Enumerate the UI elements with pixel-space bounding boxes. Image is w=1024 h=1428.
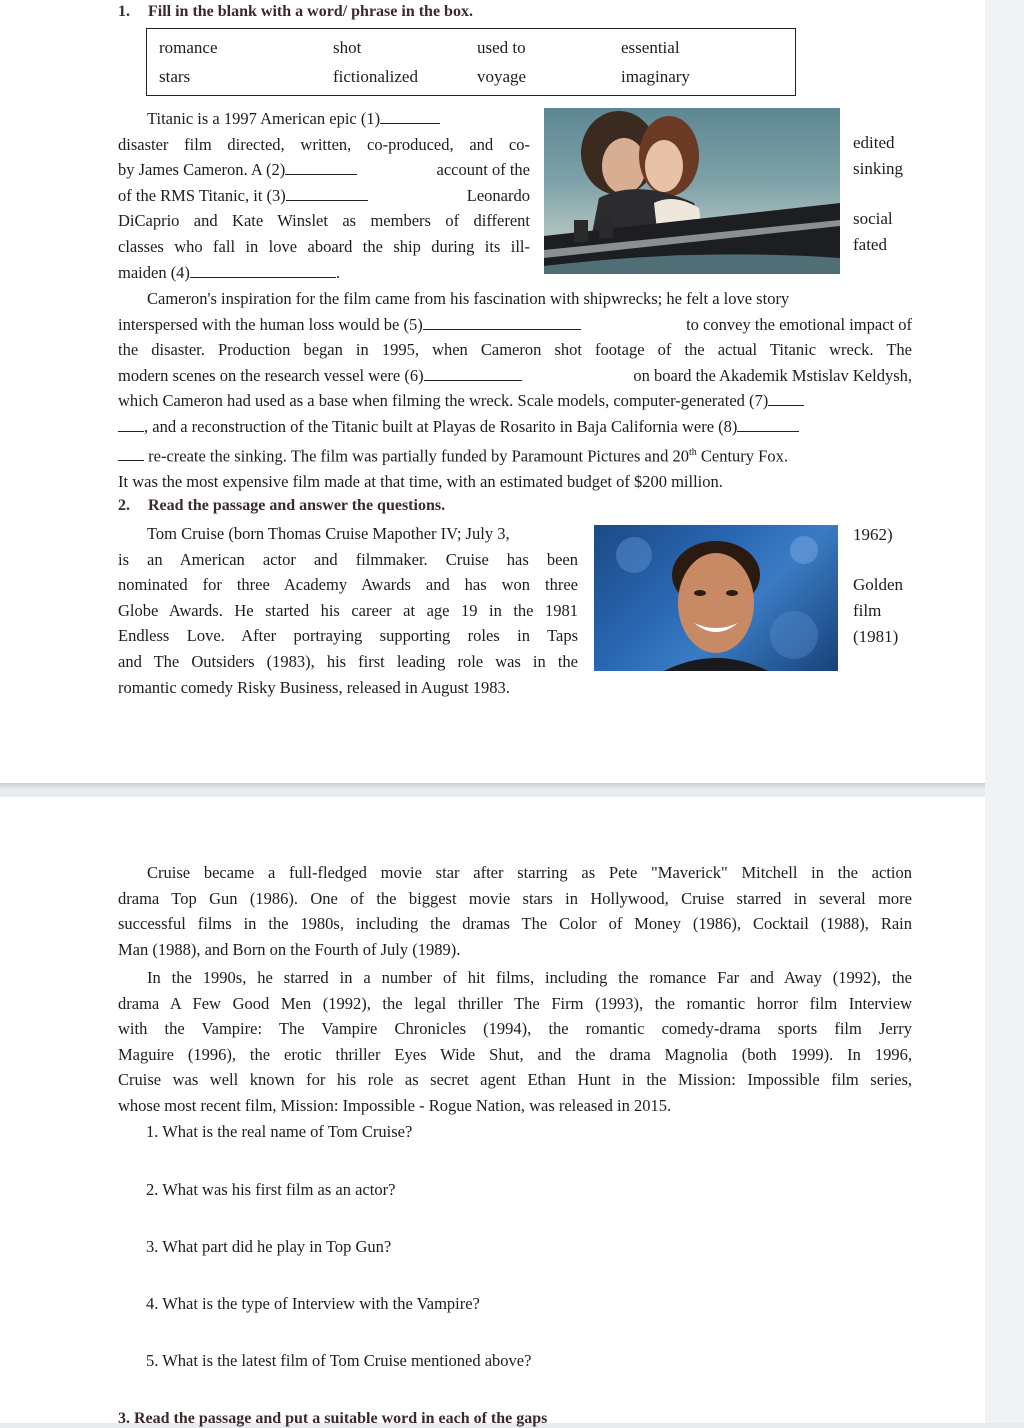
side-words-top — [853, 130, 903, 182]
text-line: nominated for three Academy Awards and has won three — [118, 575, 578, 595]
word-box — [146, 28, 796, 96]
text-line: Century Fox. — [696, 446, 788, 466]
blank-7-continued[interactable] — [118, 417, 144, 432]
text-line: DiCaprio and Kate Winslet as members of different — [118, 211, 530, 231]
text-line: th — [688, 446, 697, 458]
text-line: successful films in the 1980s, including the dramas The Color of Money (1986), Cocktail (1988), Rain — [118, 914, 912, 934]
section1-paragraph-1: Titanic is a 1997 American epic (1) disaster film directed, written, co-produced, and co- by James Cameron. A (2) account of the of the RMS Titanic, it (3) Leonardo DiCaprio and Kate Winslet as members of different classes who fall in love aboard the ship during its ill- maiden (4) . — [118, 109, 530, 282]
side-word: Golden — [853, 575, 904, 594]
side-word: fated — [853, 235, 887, 254]
section2-number: 2. — [118, 497, 130, 514]
text-line: Globe Awards. He started his career at age 19 in the 1981 — [118, 600, 578, 620]
blank-8[interactable] — [737, 417, 799, 432]
side-word: social — [853, 209, 893, 228]
section2-paragraph-3 — [118, 965, 912, 1119]
text-line: the disaster. Production began in 1995, when Cameron shot footage of the actual Titanic wreck. The — [118, 340, 912, 360]
text-line: Titanic is a 1997 American epic (1) — [147, 109, 381, 128]
section1-number: 1. — [118, 3, 130, 20]
text-line: Tom Cruise (born Thomas Cruise Mapother IV; July 3, — [147, 524, 510, 543]
blank-3[interactable] — [286, 186, 368, 201]
word-box-item: stars — [159, 67, 191, 86]
text-line: on board the Akademik Mstislav Keldysh, — [633, 365, 912, 385]
text-line: Man (1988), and Born on the Fourth of July (1989). — [118, 939, 461, 959]
side-word: film — [853, 601, 882, 620]
text-line: interspersed with the human loss would be (5) — [118, 314, 423, 334]
text-line: is an American actor and filmmaker. Cruise has been — [118, 549, 578, 569]
question-2: 2. What was his first film as an actor? — [146, 1180, 396, 1199]
section2-side-words — [853, 522, 903, 650]
text-line: Cruise became a full-fledged movie star after starring as Pete "Maverick" Mitchell in the action — [147, 863, 912, 882]
blank-2[interactable] — [285, 160, 357, 175]
text-line: of the RMS Titanic, it (3) — [118, 185, 286, 205]
question-4: 4. What is the type of Interview with the Vampire? — [146, 1294, 480, 1313]
section1-title: Fill in the blank with a word/ phrase in the box. — [148, 3, 473, 20]
blank-5[interactable] — [423, 315, 581, 330]
section3-heading-partial: 3. Read the passage and put a suitable word in each of the gaps — [118, 1410, 548, 1427]
text-line: drama Top Gun (1986). One of the biggest movie stars in Hollywood, Cruise starred in several more — [118, 888, 912, 908]
text-line: account of the — [436, 160, 530, 180]
blank-7[interactable] — [768, 391, 804, 406]
question-1: 1. What is the real name of Tom Cruise? — [146, 1122, 413, 1141]
page-gap — [0, 783, 985, 789]
text-line: classes who fall in love aboard the ship during its ill- — [118, 236, 530, 256]
text-line: It was the most expensive film made at that time, with an estimated budget of $200 million. — [118, 471, 723, 491]
blank-6[interactable] — [424, 366, 522, 381]
text-line: In the 1990s, he starred in a number of hit films, including the romance Far and Away (1992), the — [147, 968, 912, 987]
section1-paragraph-2 — [118, 286, 912, 494]
text-line: , and a reconstruction of the Titanic built at Playas de Rosarito in Baja California were (8) — [144, 416, 738, 436]
question-5: 5. What is the latest film of Tom Cruise mentioned above? — [146, 1351, 532, 1370]
tom-cruise-photo — [594, 525, 838, 671]
side-word: edited — [853, 133, 895, 152]
text-line: romantic comedy Risky Business, released in August 1983. — [118, 677, 510, 697]
section2-paragraph-1 — [118, 521, 578, 700]
side-words-bottom — [853, 206, 893, 258]
word-box-item: imaginary — [621, 67, 690, 86]
blank-1[interactable] — [380, 109, 440, 124]
text-line: maiden (4) — [118, 262, 190, 282]
titanic-movie-photo — [544, 108, 840, 274]
section2-title: Read the passage and answer the questions. — [148, 497, 446, 514]
word-box-item: fictionalized — [333, 67, 418, 86]
word-box-item: used to — [477, 38, 526, 57]
text-line: Cameron's inspiration for the film came from his fascination with shipwrecks; he felt a love story — [147, 289, 790, 308]
right-margin — [985, 0, 1024, 1423]
portrait-illustration — [594, 525, 838, 671]
text-line: modern scenes on the research vessel were (6) — [118, 365, 424, 385]
section2-paragraph-2 — [118, 860, 912, 962]
text-line: Leonardo — [466, 185, 530, 205]
titanic-poster-illustration — [544, 108, 840, 274]
text-line: Endless Love. After portraying supporting roles in Taps — [118, 626, 578, 646]
side-word: sinking — [853, 159, 904, 178]
text-line: Maguire (1996), the erotic thriller Eyes Wide Shut, and the drama Magnolia (both 1999). In 1996, — [118, 1044, 912, 1064]
word-box-item: essential — [621, 38, 680, 57]
word-box-item: shot — [333, 38, 362, 57]
text-line: with the Vampire: The Vampire Chronicles (1994), the romantic comedy-drama sports film Jerry — [118, 1019, 912, 1039]
text-line: and The Outsiders (1983), his first leading role was in the — [118, 651, 578, 671]
text-line: Cruise was well known for his role as secret agent Ethan Hunt in the Mission: Impossible film series, — [118, 1070, 912, 1090]
text-line: re-create the sinking. The film was partially funded by Paramount Pictures and 20 — [148, 446, 689, 466]
section1-heading — [118, 3, 473, 21]
side-word: (1981) — [853, 627, 899, 646]
text-line: by James Cameron. A (2) — [118, 160, 286, 180]
word-box-item: romance — [159, 38, 218, 57]
section2-heading — [118, 497, 445, 515]
text-line: to convey the emotional impact of — [686, 314, 912, 334]
word-box-item: voyage — [477, 67, 527, 86]
text-line: which Cameron had used as a base when filming the wreck. Scale models, computer-generated (7) — [118, 391, 769, 411]
blank-8-continued[interactable] — [118, 446, 144, 461]
blank-4[interactable] — [190, 263, 336, 278]
text-line: drama A Few Good Men (1992), the legal thriller The Firm (1993), the romantic horror film Interview — [118, 993, 912, 1013]
text-line: whose most recent film, Mission: Impossible - Rogue Nation, was released in 2015. — [118, 1095, 672, 1115]
text-line: disaster film directed, written, co-produced, and co- — [118, 134, 530, 154]
side-word: 1962) — [853, 525, 893, 544]
question-3: 3. What part did he play in Top Gun? — [146, 1237, 392, 1256]
